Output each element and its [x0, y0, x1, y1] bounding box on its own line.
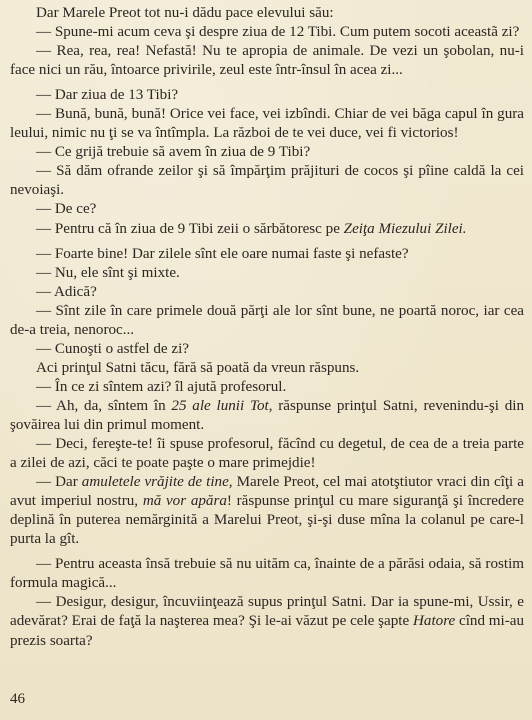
paragraph [10, 264, 524, 283]
paragraph [10, 302, 524, 340]
paragraph [10, 220, 524, 239]
paragraph [10, 23, 524, 42]
text-run: Dar Marele Preot tot nu-i dădu pace elevului său: [36, 5, 334, 21]
text-run: , Marele Preot, cel mai atotştiutor vraci din cîţi a avut imperiul nostru, [10, 474, 524, 510]
italic-text: Hatore [413, 613, 456, 630]
paragraph [10, 200, 524, 219]
text-run: — De ce? [36, 201, 97, 218]
paragraph [10, 105, 524, 143]
text-run: — Desigur, desigur, încuviinţează supus prinţul Satni. Dar ia spune-mi, Ussir, e adevărat? Erai de faţă la naşterea mea? Şi le-ai văzut pe cele şapte [10, 594, 524, 630]
paragraph [10, 42, 524, 80]
text-run: — Nu, ele sînt şi mixte. [36, 264, 180, 281]
paragraph [10, 359, 524, 378]
text-run: — Pentru aceasta însă trebuie să nu uităm ca, înainte de a părăsi odaia, să rostim formula magică... [10, 556, 524, 592]
page-text [10, 4, 524, 651]
paragraph [10, 593, 524, 650]
text-run: cînd mi-au prezis soarta? [10, 613, 524, 649]
text-run: ! răspunse prinţul cu mare siguranţă şi încredere deplină în puterea nemărginită a Marelui Preot, şi-şi duse mîna la colanul pe care-l purta la gît. [10, 493, 524, 548]
text-run: — Cunoşti o astfel de zi? [36, 340, 190, 357]
paragraph [10, 473, 524, 549]
paragraph [10, 555, 524, 593]
text-run: , răspunse prinţul Satni, revenindu-şi din şovăirea lui din primul moment. [10, 397, 524, 433]
paragraph [10, 378, 524, 397]
paragraph [10, 143, 524, 162]
paragraph [10, 86, 524, 105]
paragraph [10, 162, 524, 200]
text-run: — Dar ziua de 13 Tibi? [36, 87, 179, 104]
italic-text: mă vor apăra [142, 493, 227, 510]
page-number: 46 [10, 691, 25, 707]
italic-text: Zeiţa Miezului Zilei. [343, 220, 467, 237]
text-run: — Adică? [36, 283, 97, 300]
italic-text: 25 ale lunii Tot [171, 397, 269, 414]
text-run: — Bună, bună, bună! Orice vei face, vei izbîndi. Chiar de vei băga capul în gura leului, nimic nu ţi se va întîmpla. La război de te vei duce, vei fi victorios! [10, 106, 524, 142]
paragraph [10, 245, 524, 264]
text-run: — Ce grijă trebuie să avem în ziua de 9 Tibi? [36, 144, 311, 161]
text-run: — Deci, fereşte-te! îi spuse profesorul, făcînd cu degetul, de cea de a treia parte a zilei de azi, căci te poate paşte o mare primejdie! [10, 436, 524, 472]
text-run: Aci prinţul Satni tăcu, fără să poată da vreun răspuns. [36, 359, 360, 376]
italic-text: amuletele vrăjite de tine [81, 474, 229, 491]
paragraph [10, 435, 524, 473]
text-run: — Spune-mi acum ceva şi despre ziua de 12 Tibi. Cum putem socoti aceastã zi? [36, 24, 520, 41]
text-run: — Rea, rea, rea! Nefastă! Nu te apropia de animale. De vezi un şobolan, nu-i face nici un rău, întoarce privirile, zeul este într-însul în acea zi... [10, 43, 524, 79]
text-run: — Sînt zile în care primele două părţi ale lor sînt bune, ne poartă noroc, iar cea de-a treia, nenoroc... [10, 302, 524, 338]
text-run: — Ah, da, sîntem în [36, 397, 172, 414]
text-run: — Să dăm ofrande zeilor şi să împărţim prăjituri de cocos şi pîine caldă la cei nevoiaşi. [10, 163, 524, 199]
paragraph [10, 283, 524, 302]
paragraph [10, 4, 524, 23]
text-run: — În ce zi sîntem azi? îl ajută profesorul. [36, 378, 287, 395]
text-run: — Foarte bine! Dar zilele sînt ele oare numai faste şi nefaste? [36, 245, 409, 262]
paragraph [10, 397, 524, 435]
text-run: — Pentru că în ziua de 9 Tibi zeii o sărbătoresc pe [36, 220, 344, 237]
text-run: — Dar [36, 474, 82, 491]
paragraph [10, 340, 524, 359]
